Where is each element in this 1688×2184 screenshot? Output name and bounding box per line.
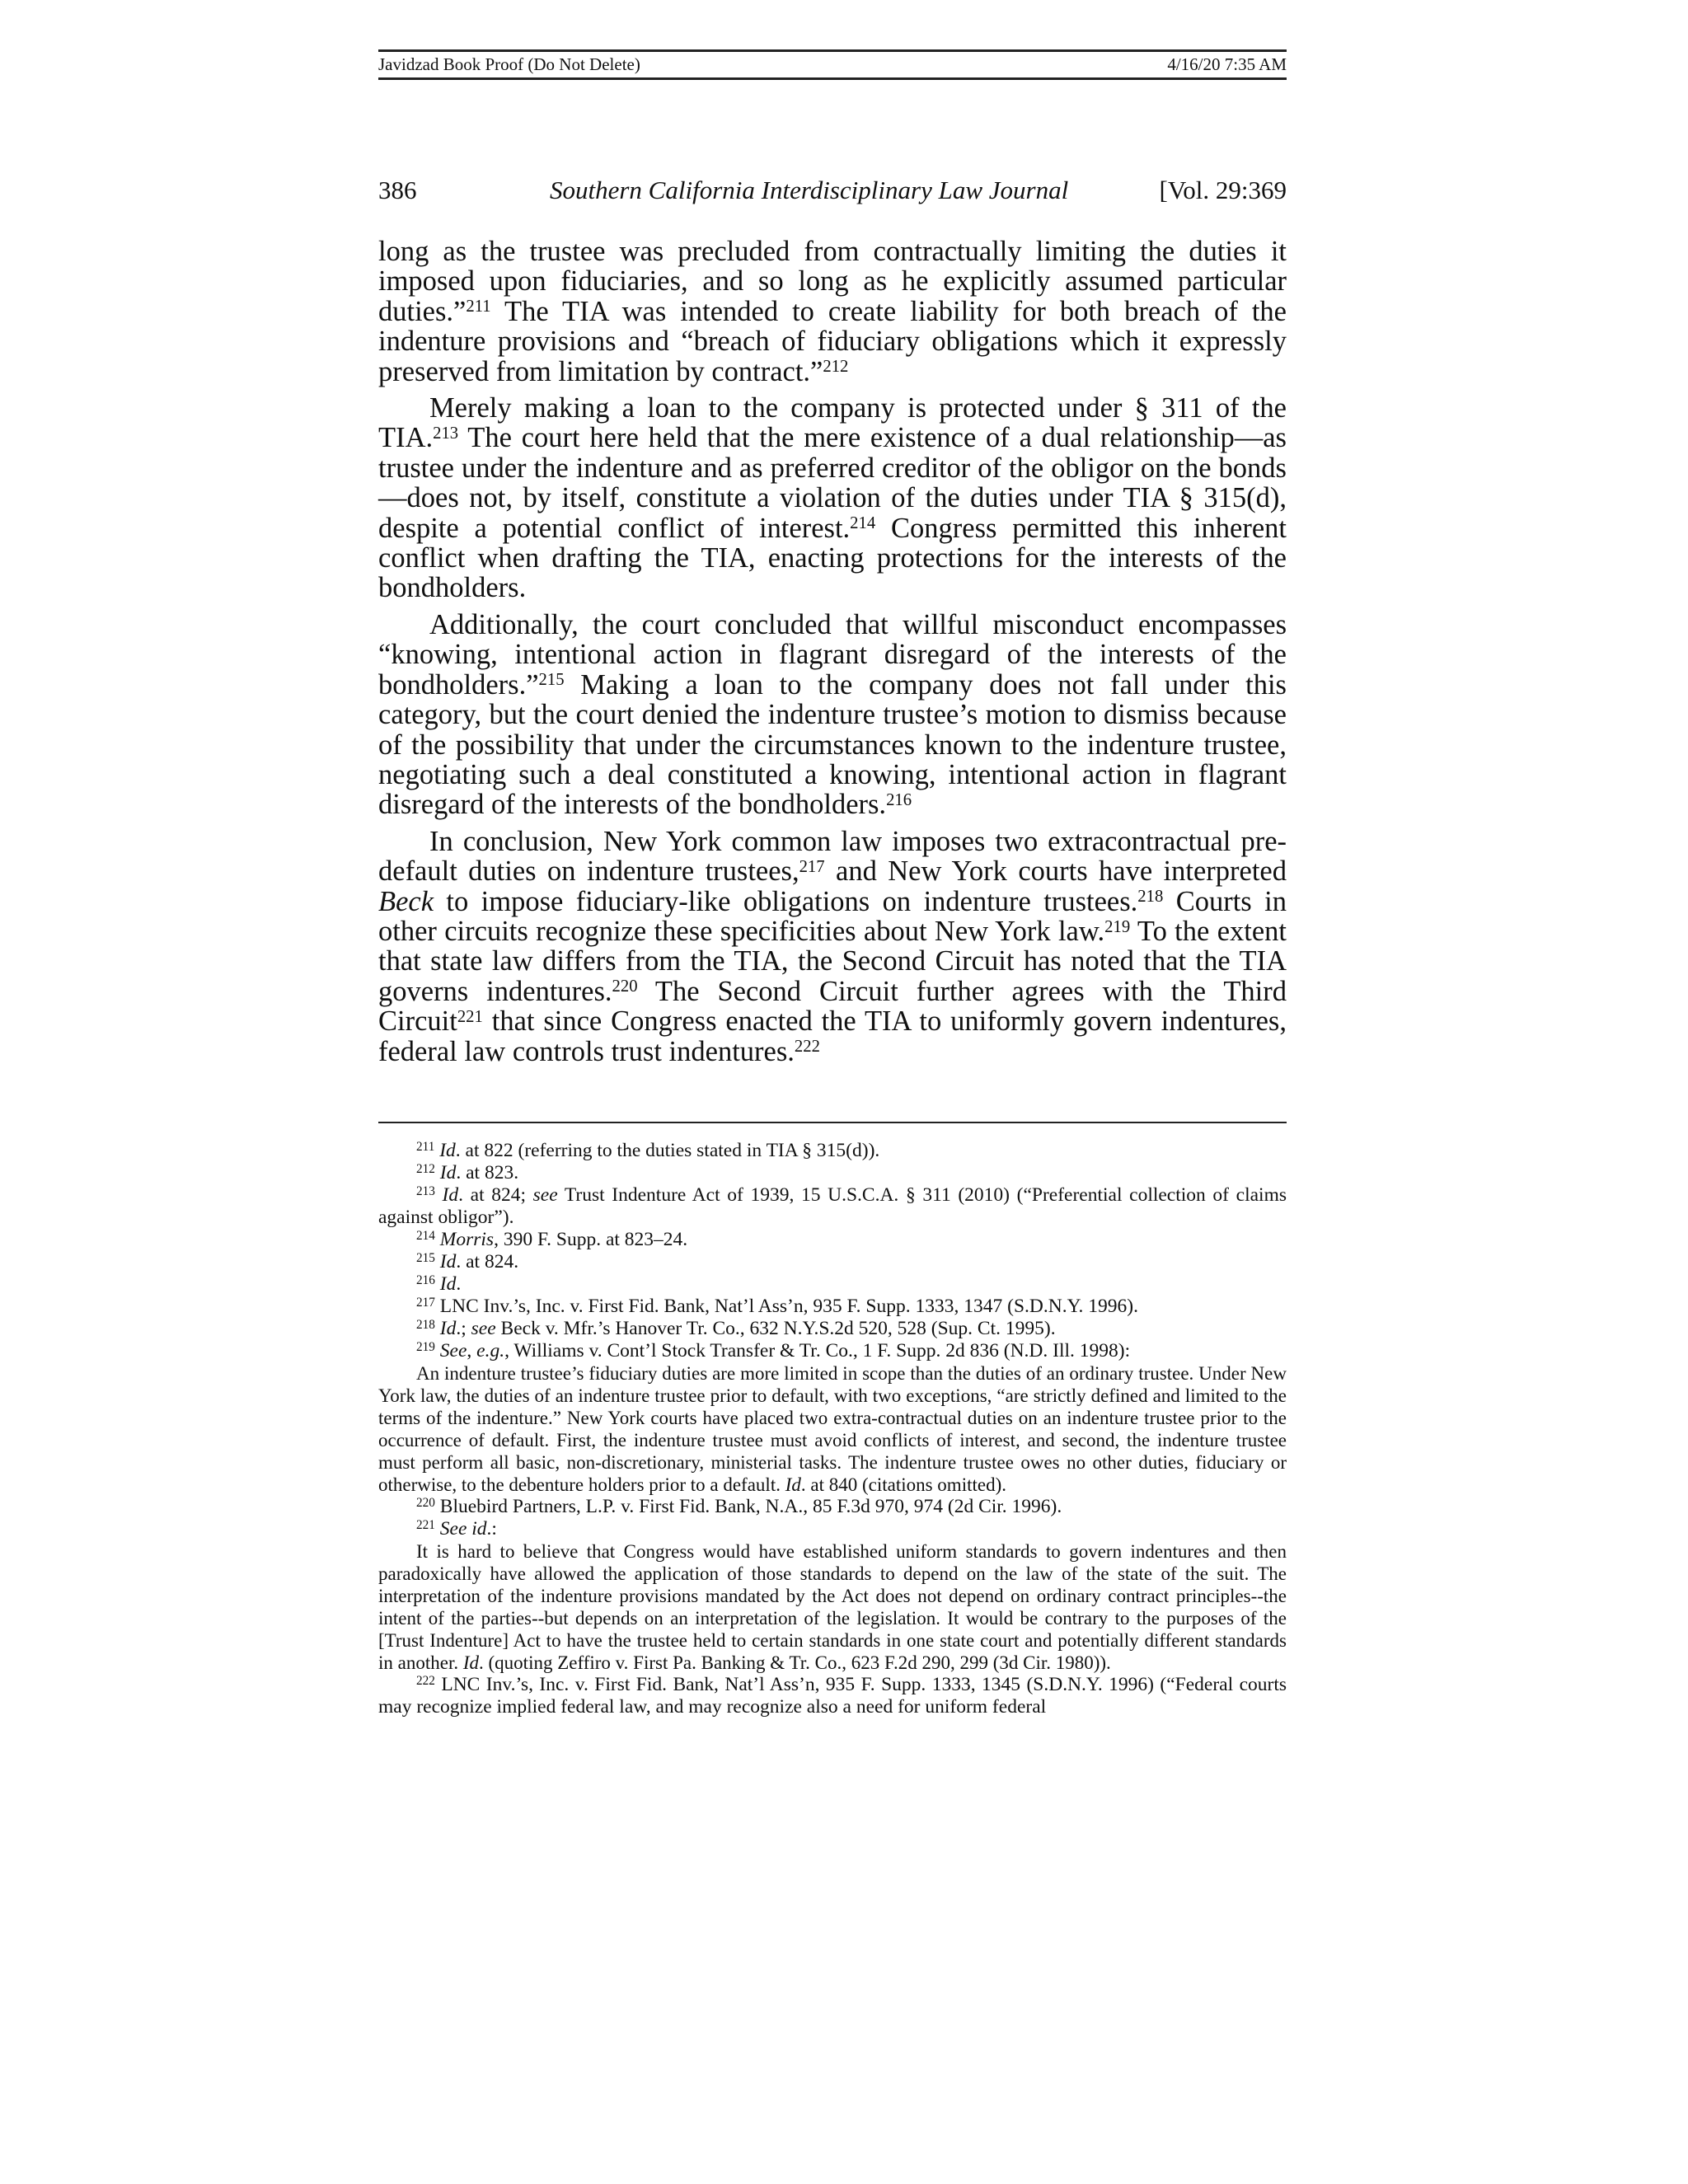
block-quote — [378, 1362, 1287, 1496]
footnote-italic: Id — [439, 1140, 456, 1161]
footnote — [378, 1496, 1287, 1518]
paragraph — [378, 610, 1287, 820]
footnote-ref[interactable]: 212 — [823, 358, 849, 377]
quote-text: It is hard to believe that Congress would have established uniform standards to govern indentures and then paradoxically have allowed the application of those standards to depend on the law of the state of the suit. The interpretation of the indenture provisions mandated by the Act does not depend on ordinary contract principles--the intent of the parties--but depends on an interpretation of the legislation. It would be contrary to the purposes of the [Trust Indenture] Act to have the trustee held to certain standards in one state court and potentially different standards in another. — [378, 1541, 1287, 1673]
text-run: To the extent that state law differs from the TIA, the Second Circuit has noted that the TIA governs indentures. — [378, 915, 1287, 1007]
footnote-text: LNC Inv.’s, Inc. v. First Fid. Bank, Nat’l Ass’n, 935 F. Supp. 1333, 1347 (S.D.N.Y. 1996). — [439, 1296, 1138, 1317]
text-run: The court here held that the mere existence of a dual relationship—as trustee under the indenture and as preferred creditor of the obligor on the bonds—does not, by itself, constitute a violation of the duties under TIA § 315(d), despite a potential conflict of interest. — [378, 422, 1287, 544]
footnote-text: .; — [456, 1318, 471, 1339]
footnote-text: . at 824; — [458, 1184, 533, 1206]
footnote-number: 211 — [416, 1140, 435, 1155]
footnote-number: 214 — [416, 1229, 435, 1244]
paragraph — [378, 237, 1287, 387]
footnote-ref[interactable]: 217 — [799, 857, 825, 876]
footnote-text: LNC Inv.’s, Inc. v. First Fid. Bank, Nat’l Ass’n, 935 F. Supp. 1333, 1345 (S.D.N.Y. 1996) (“Federal courts may recognize implied federal law, and may recognize also a need for uniform federal — [378, 1674, 1287, 1718]
footnote — [378, 1518, 1287, 1540]
footnote-italic: Id — [439, 1251, 457, 1272]
footnote-text: . — [456, 1273, 462, 1295]
footnote-number: 220 — [416, 1496, 435, 1511]
footnote-text: . at 823. — [456, 1162, 519, 1183]
footnote-number: 218 — [416, 1318, 435, 1333]
footnote-text: , — [467, 1340, 477, 1361]
footnote-ref[interactable]: 222 — [794, 1038, 820, 1057]
text-run: The Second Circuit further agrees with the Third Circuit — [378, 975, 1287, 1038]
text-run: that since Congress enacted the TIA to uniformly govern indentures, federal law controls trust indentures. — [378, 1005, 1287, 1067]
text-run: Additionally, the court concluded that willful misconduct encompasses “knowing, intentional action in flagrant disregard of the interests of the bondholders.” — [378, 608, 1287, 701]
quote-text: . (quoting Zeffiro v. First Pa. Banking & Tr. Co., 623 F.2d 290, 299 (3d Cir. 1980)). — [479, 1652, 1111, 1673]
footnote — [378, 1340, 1287, 1362]
block-quote — [378, 1540, 1287, 1674]
footnote — [378, 1296, 1287, 1318]
footnote-ref[interactable]: 213 — [433, 424, 459, 443]
text-run: to impose fiduciary-like obligations on indenture trustees. — [434, 885, 1138, 917]
quote-text: An indenture trustee’s fiduciary duties are more limited in scope than the duties of an ordinary trustee. Under New York law, the duties of an indenture trustee prior to default, with two exceptions, “are strictly defined and limited to the terms of the indenture.” New York courts have placed two extra-contractual duties on an indenture trustee prior to the occurrence of default. First, the indenture trustee must avoid conflicts of interest, and second, the indenture trustee must perform all basic, non-discretionary, ministerial tasks. The indenture trustee owes no other duties, fiduciary or otherwise, to the debenture holders prior to a default. — [378, 1363, 1287, 1495]
footnote-number: 217 — [416, 1296, 435, 1310]
case-name-italic: Beck — [378, 885, 434, 917]
footnote — [378, 1273, 1287, 1296]
footnote-text: . at 824. — [456, 1251, 519, 1272]
text-run: Making a loan to the company does not fall under this category, but the court denied the indenture trustee’s motion to dismiss because of the possibility that under the circumstances known to the indenture trustee, negotiating such a deal constituted a knowing, intentional action in flagrant disregard of the interests of the bondholders. — [378, 668, 1287, 821]
quote-italic: Id — [462, 1652, 480, 1673]
footnote — [378, 1184, 1287, 1229]
footnote-number: 222 — [416, 1674, 435, 1689]
footnote — [378, 1318, 1287, 1340]
footnote-italic: Morris — [439, 1229, 495, 1250]
proof-timestamp: 4/16/20 7:35 AM — [1167, 54, 1287, 74]
footnote-italic: Id — [442, 1184, 459, 1206]
footnote-italic: See — [439, 1340, 467, 1361]
footnote-text: , 390 F. Supp. at 823–24. — [494, 1229, 688, 1250]
footnote-number: 213 — [416, 1184, 435, 1199]
footnote-italic: See id — [439, 1518, 487, 1540]
footnote-ref[interactable]: 216 — [886, 790, 912, 809]
footnote-italic: Id — [439, 1318, 457, 1339]
footnote-ref[interactable]: 215 — [538, 671, 565, 690]
running-head — [378, 173, 1287, 208]
footnote-number: 221 — [416, 1518, 435, 1533]
footnote-italic: see — [532, 1184, 558, 1206]
volume-citation: [Vol. 29:369 — [1159, 176, 1287, 204]
text-run: and New York courts have interpreted — [824, 855, 1287, 888]
footnote-divider — [378, 1122, 1287, 1123]
text-run: long as the trustee was precluded from contractually limiting the duties it imposed upon fiduciaries, and so long as he explicitly assumed particular duties.” — [378, 236, 1287, 327]
footnotes — [378, 1140, 1287, 1718]
text-run: Courts in other circuits recognize these specificities about New York law. — [378, 885, 1287, 947]
quote-italic: Id — [785, 1474, 801, 1495]
proof-header — [378, 49, 1287, 80]
footnote-number: 212 — [416, 1162, 435, 1177]
footnote-italic: e.g. — [476, 1340, 505, 1361]
footnote-text: . at 822 (referring to the duties stated in TIA § 315(d)). — [455, 1140, 880, 1161]
page-number: 386 — [378, 176, 417, 204]
footnote-text: Bluebird Partners, L.P. v. First Fid. Bank, N.A., 85 F.3d 970, 974 (2d Cir. 1996). — [439, 1496, 1062, 1517]
footnote-ref[interactable]: 218 — [1137, 888, 1164, 907]
text-run: The TIA was intended to create liability for both breach of the indenture provisions and “breach of fiduciary obligations which it expressly preserved from limitation by contract.” — [378, 295, 1287, 387]
proof-label: Javidzad Book Proof (Do Not Delete) — [378, 54, 640, 74]
footnote-text: Beck v. Mfr.’s Hanover Tr. Co., 632 N.Y.S.2d 520, 528 (Sup. Ct. 1995). — [495, 1318, 1056, 1339]
footnote-text: .: — [486, 1518, 497, 1540]
footnote-italic: see — [471, 1318, 496, 1339]
body-text — [378, 237, 1287, 1073]
footnote-ref[interactable]: 221 — [457, 1007, 483, 1026]
footnote — [378, 1674, 1287, 1718]
journal-title: Southern California Interdisciplinary Law Journal — [550, 176, 1069, 204]
text-run: Congress permitted this inherent conflict when drafting the TIA, enacting protections for the interests of the bondholders. — [378, 512, 1287, 604]
footnote — [378, 1162, 1287, 1184]
footnote-text: Trust Indenture Act of 1939, 15 U.S.C.A. § 311 (2010) (“Preferential collection of claims against obligor”). — [378, 1184, 1287, 1228]
text-run: In conclusion, New York common law imposes two extracontractual pre-default duties on indenture trustees, — [378, 825, 1287, 888]
footnote-number: 219 — [416, 1340, 435, 1355]
footnote-italic: Id — [439, 1273, 457, 1295]
text-run: Merely making a loan to the company is protected under § 311 of the TIA. — [378, 392, 1287, 454]
footnote-number: 216 — [416, 1273, 435, 1288]
footnote-number: 215 — [416, 1251, 435, 1266]
quote-text: . at 840 (citations omitted). — [800, 1474, 1006, 1495]
footnote — [378, 1229, 1287, 1251]
footnote — [378, 1251, 1287, 1273]
footnote-ref[interactable]: 219 — [1104, 917, 1131, 936]
footnote — [378, 1140, 1287, 1162]
paragraph — [378, 393, 1287, 603]
footnote-ref[interactable]: 214 — [850, 514, 876, 533]
footnote-text: , Williams v. Cont’l Stock Transfer & Tr. Co., 1 F. Supp. 2d 836 (N.D. Ill. 1998): — [504, 1340, 1131, 1361]
footnote-ref[interactable]: 211 — [466, 298, 491, 316]
footnote-ref[interactable]: 220 — [612, 977, 638, 996]
footnote-italic: Id — [439, 1162, 457, 1183]
paragraph — [378, 827, 1287, 1066]
